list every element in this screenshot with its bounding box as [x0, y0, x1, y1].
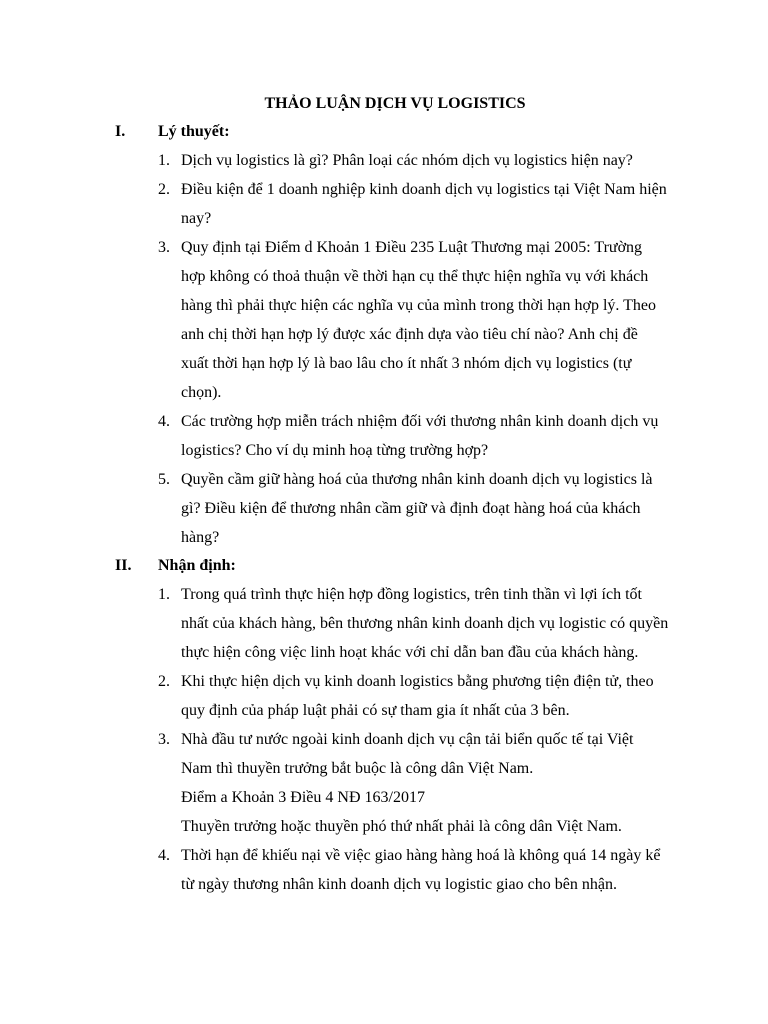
- list-item-text: [181, 667, 681, 725]
- text-line: nay?: [181, 210, 212, 227]
- text-line: logistics? Cho ví dụ minh hoạ từng trường hợp?: [181, 442, 489, 459]
- list-item-text: [181, 146, 681, 175]
- text-line: Thuyền trưởng hoặc thuyền phó thứ nhất phải là công dân Việt Nam.: [181, 818, 622, 835]
- text-line: Khi thực hiện dịch vụ kinh doanh logistics bằng phương tiện điện tử, theo: [181, 673, 654, 690]
- list-item-text: [181, 175, 681, 233]
- list-item-text: [181, 465, 681, 552]
- list-item-number: 3.: [158, 731, 170, 748]
- list-item-number: 3.: [158, 239, 170, 256]
- list-item: [0, 146, 768, 175]
- text-line: hàng?: [181, 529, 220, 546]
- text-line: từ ngày thương nhân kinh doanh dịch vụ logistic giao cho bên nhận.: [181, 876, 617, 893]
- document-title: THẢO LUẬN DỊCH VỤ LOGISTICS: [264, 95, 526, 112]
- text-line: chọn).: [181, 384, 222, 401]
- statements-list: [0, 580, 768, 899]
- list-item-text: [181, 580, 681, 667]
- text-line: Nhà đầu tư nước ngoài kinh doanh dịch vụ cận tải biển quốc tế tại Việt: [181, 731, 634, 748]
- text-line: Điểm a Khoản 3 Điều 4 NĐ 163/2017: [181, 789, 425, 806]
- text-line: xuất thời hạn hợp lý là bao lâu cho ít nhất 3 nhóm dịch vụ logistics (tự: [181, 355, 632, 372]
- text-line: nhất của khách hàng, bên thương nhân kinh doanh dịch vụ logistic có quyền: [181, 615, 669, 632]
- list-item-text: [181, 841, 681, 899]
- list-item: [0, 407, 768, 465]
- theory-list: [0, 146, 768, 552]
- list-item-number: 4.: [158, 847, 170, 864]
- list-item-number: 4.: [158, 413, 170, 430]
- section-heading: Lý thuyết:: [158, 123, 230, 140]
- list-item-text: [181, 407, 681, 465]
- text-line: Quy định tại Điểm d Khoản 1 Điều 235 Luật Thương mại 2005: Trường: [181, 239, 643, 256]
- list-item-text: [181, 725, 681, 841]
- text-line: Dịch vụ logistics là gì? Phân loại các nhóm dịch vụ logistics hiện nay?: [181, 152, 633, 169]
- list-item-number: 5.: [158, 471, 170, 488]
- list-item: [0, 465, 768, 552]
- section-number: I.: [115, 123, 126, 140]
- text-line: hợp không có thoả thuận về thời hạn cụ thể thực hiện nghĩa vụ với khách: [181, 268, 649, 285]
- list-item-number: 1.: [158, 586, 170, 603]
- text-line: Các trường hợp miễn trách nhiệm đối với thương nhân kinh doanh dịch vụ: [181, 413, 659, 430]
- text-line: Quyền cầm giữ hàng hoá của thương nhân kinh doanh dịch vụ logistics là: [181, 471, 653, 488]
- section-number: II.: [115, 557, 132, 574]
- section-heading: Nhận định:: [158, 557, 236, 574]
- text-line: Điều kiện để 1 doanh nghiệp kinh doanh dịch vụ logistics tại Việt Nam hiện: [181, 181, 667, 198]
- text-line: Nam thì thuyền trưởng bắt buộc là công dân Việt Nam.: [181, 760, 534, 777]
- list-item: [0, 667, 768, 725]
- list-item: [0, 175, 768, 233]
- text-line: gì? Điều kiện để thương nhân cầm giữ và định đoạt hàng hoá của khách: [181, 500, 641, 517]
- list-item: [0, 580, 768, 667]
- text-line: quy định của pháp luật phải có sự tham gia ít nhất của 3 bên.: [181, 702, 570, 719]
- list-item-number: 2.: [158, 181, 170, 198]
- list-item-number: 1.: [158, 152, 170, 169]
- list-item: [0, 725, 768, 841]
- text-line: hàng thì phải thực hiện các nghĩa vụ của mình trong thời hạn hợp lý. Theo: [181, 297, 656, 314]
- list-item-text: [181, 233, 681, 407]
- text-line: Trong quá trình thực hiện hợp đồng logistics, trên tinh thần vì lợi ích tốt: [181, 586, 642, 603]
- list-item: [0, 841, 768, 899]
- text-line: Thời hạn để khiếu nại về việc giao hàng hàng hoá là không quá 14 ngày kể: [181, 847, 661, 864]
- list-item-number: 2.: [158, 673, 170, 690]
- text-line: anh chị thời hạn hợp lý được xác định dựa vào tiêu chí nào? Anh chị đề: [181, 326, 638, 343]
- list-item: [0, 233, 768, 407]
- text-line: thực hiện công việc linh hoạt khác với chỉ dẫn ban đầu của khách hàng.: [181, 644, 639, 661]
